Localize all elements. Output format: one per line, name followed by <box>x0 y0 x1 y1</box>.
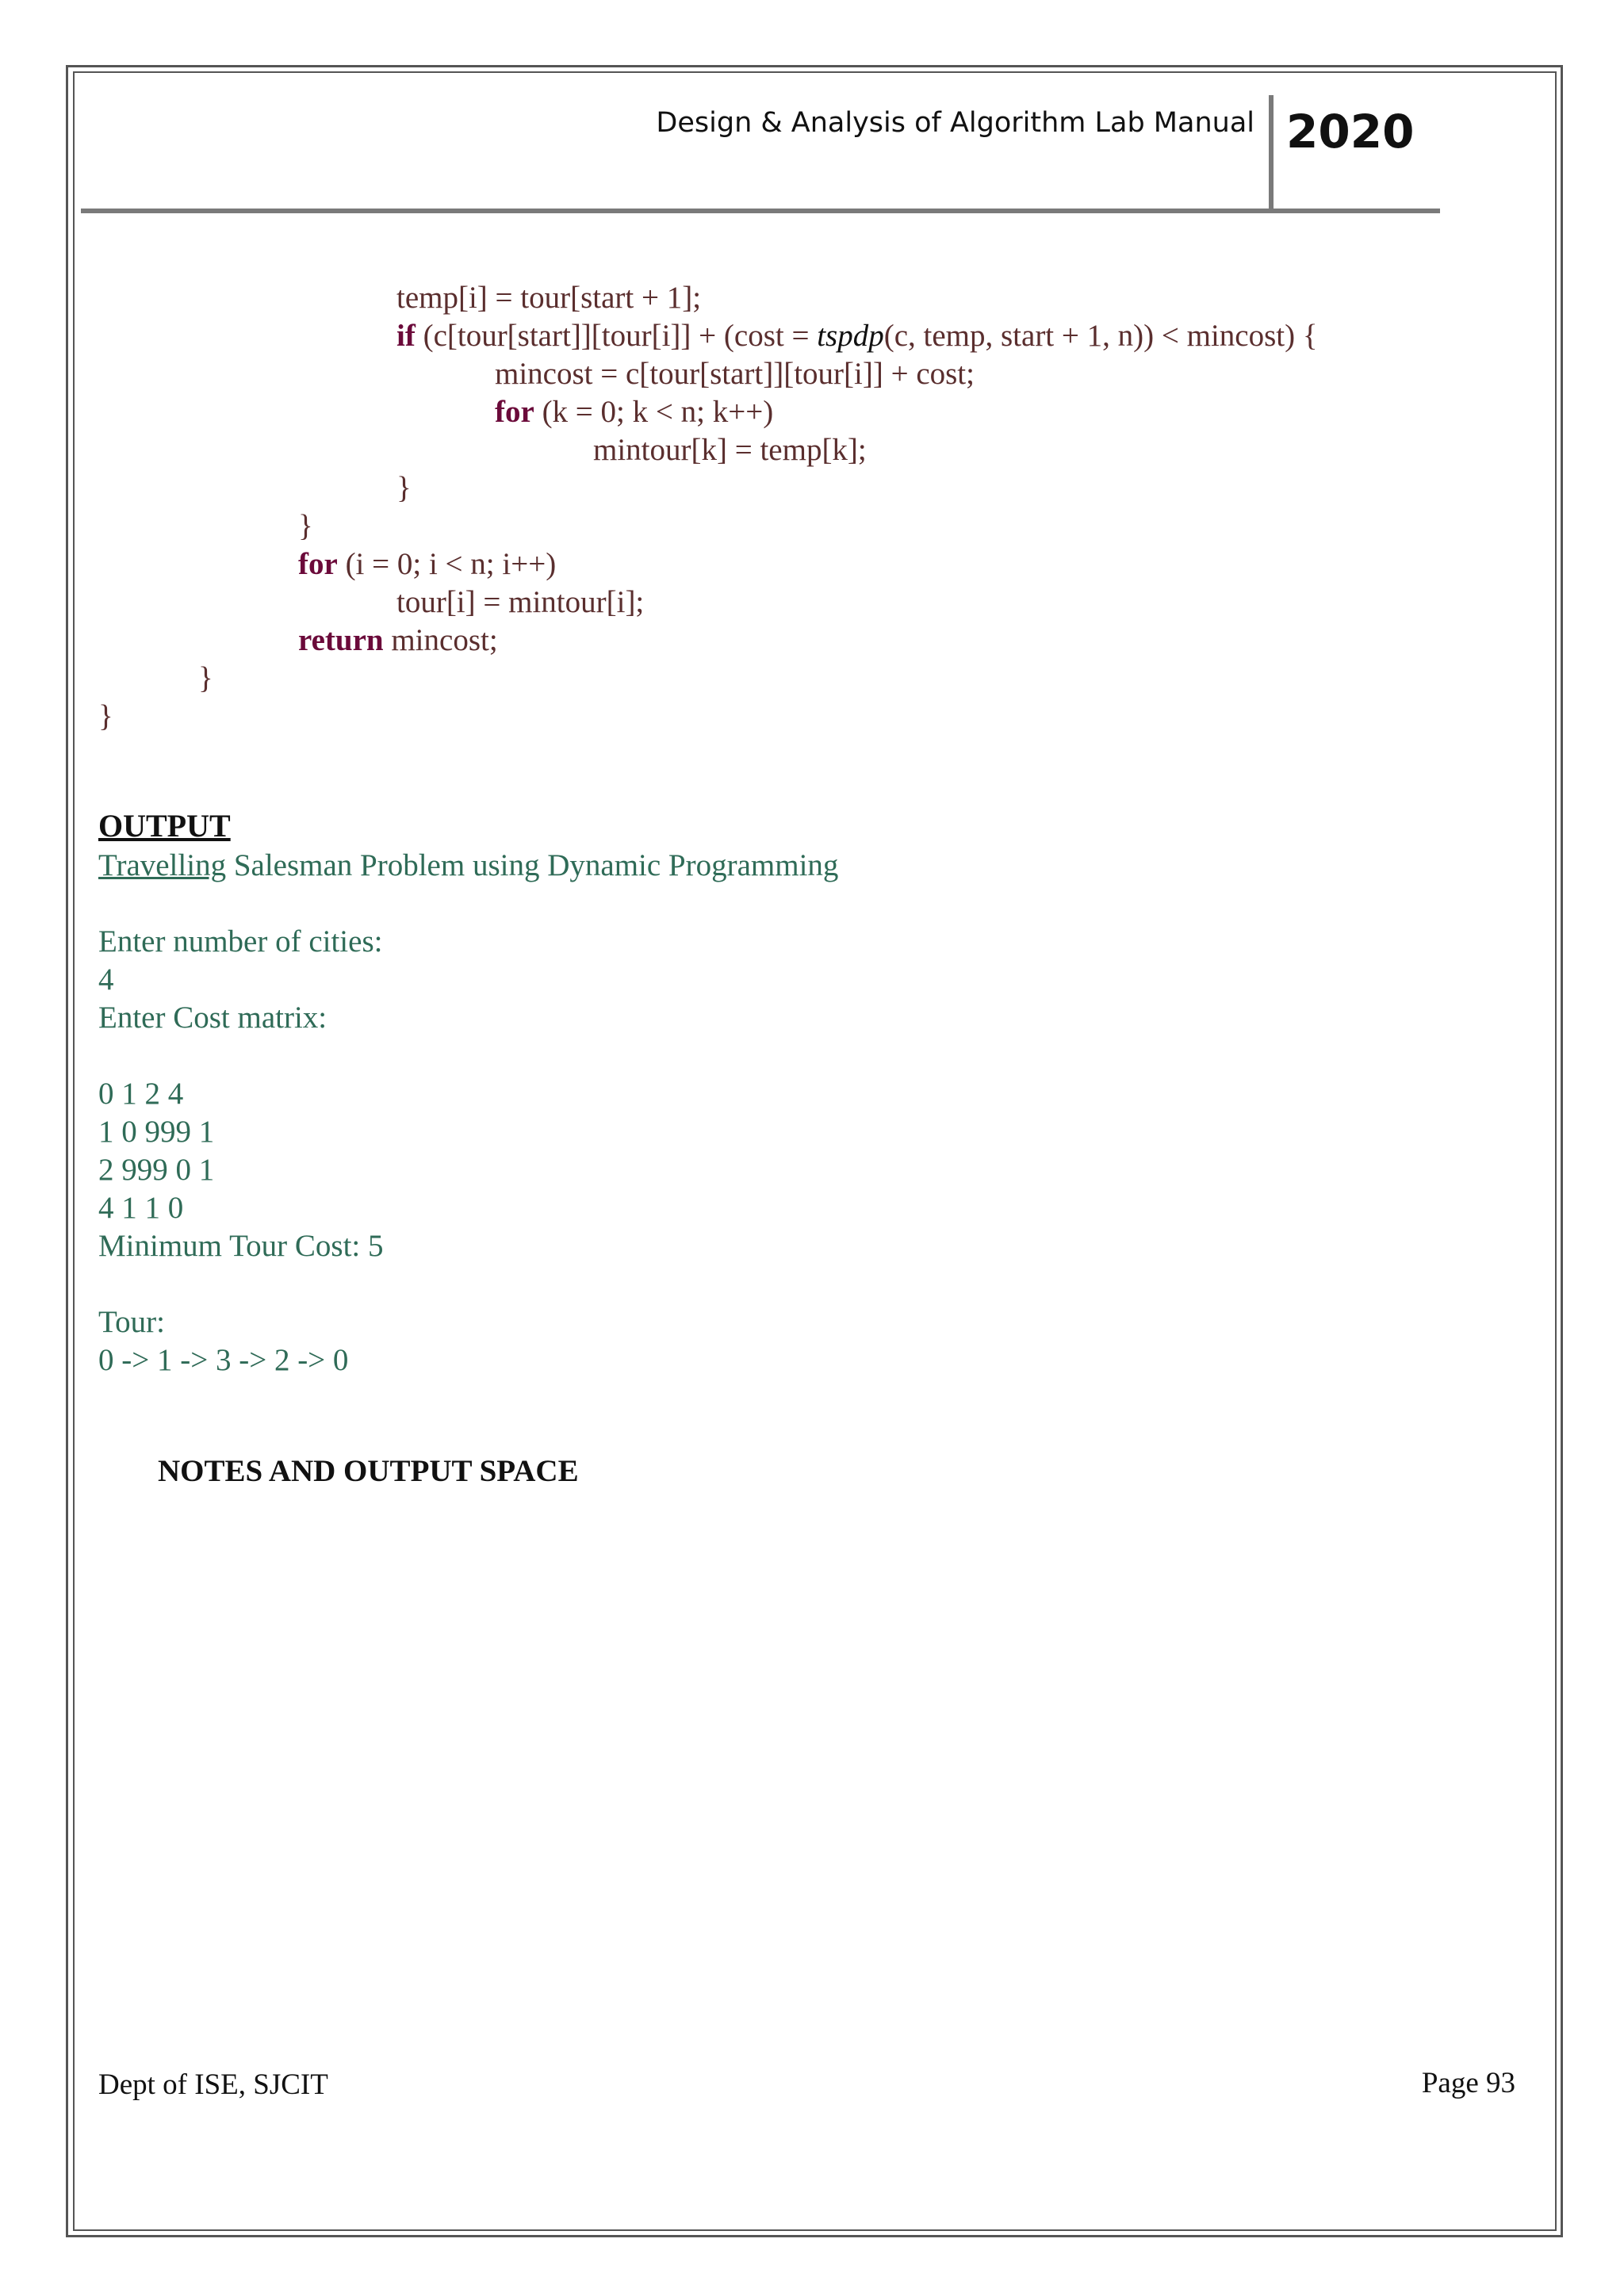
code-line-1: temp[i] = tour[start + 1]; <box>396 281 702 315</box>
header-year: 2020 <box>1286 105 1415 159</box>
code-line-6: } <box>396 471 412 505</box>
code-text: mincost; <box>383 623 498 657</box>
header-rule <box>81 209 1440 213</box>
code-line-3: mincost = c[tour[start]][tour[i]] + cost; <box>495 357 975 391</box>
footer-dept: Dept of ISE, SJCIT <box>98 2068 328 2101</box>
output-heading: OUTPUT <box>98 808 231 844</box>
footer-page-number: Page 93 <box>1421 2067 1515 2099</box>
page-border-inner <box>73 71 1557 2231</box>
code-line-7: } <box>298 509 313 543</box>
code-text: (k = 0; k < n; k++) <box>534 395 774 429</box>
output-matrix-row-1: 0 1 2 4 <box>98 1077 184 1111</box>
output-prompt-cities: Enter number of cities: <box>98 924 383 959</box>
code-keyword: if <box>396 319 416 353</box>
code-line-5: mintour[k] = temp[k]; <box>593 433 867 467</box>
code-text: (i = 0; i < n; i++) <box>337 547 557 581</box>
code-line-4 <box>495 393 773 431</box>
code-line-2 <box>396 317 1318 355</box>
code-text: (c, temp, start + 1, n)) < mincost) { <box>883 319 1318 353</box>
output-prompt-matrix: Enter Cost matrix: <box>98 1001 327 1035</box>
code-line-10 <box>298 622 498 660</box>
code-keyword: for <box>495 395 534 429</box>
code-text: (c[tour[start]][tour[i]] + (cost = <box>415 319 818 353</box>
code-keyword: return <box>298 623 384 657</box>
output-title-underlined: Travelling <box>98 848 227 882</box>
code-line-11: } <box>198 661 213 695</box>
code-keyword: for <box>298 547 338 581</box>
header-divider <box>1269 95 1274 212</box>
code-line-8 <box>298 545 556 584</box>
output-cities-value: 4 <box>98 962 114 997</box>
header-title: Design & Analysis of Algorithm Lab Manual <box>656 107 1254 139</box>
output-min-cost: Minimum Tour Cost: 5 <box>98 1229 384 1263</box>
code-line-12: } <box>98 699 113 733</box>
output-title <box>98 847 838 885</box>
output-title-rest: Salesman Problem using Dynamic Programming <box>226 848 839 882</box>
output-tour-label: Tour: <box>98 1305 165 1339</box>
code-line-9: tour[i] = mintour[i]; <box>396 585 645 619</box>
output-matrix-row-4: 4 1 1 0 <box>98 1191 184 1225</box>
notes-heading: NOTES AND OUTPUT SPACE <box>158 1454 579 1488</box>
output-tour-path: 0 -> 1 -> 3 -> 2 -> 0 <box>98 1343 349 1377</box>
code-function: tspdp <box>817 319 884 353</box>
output-matrix-row-2: 1 0 999 1 <box>98 1115 215 1149</box>
output-matrix-row-3: 2 999 0 1 <box>98 1153 215 1187</box>
